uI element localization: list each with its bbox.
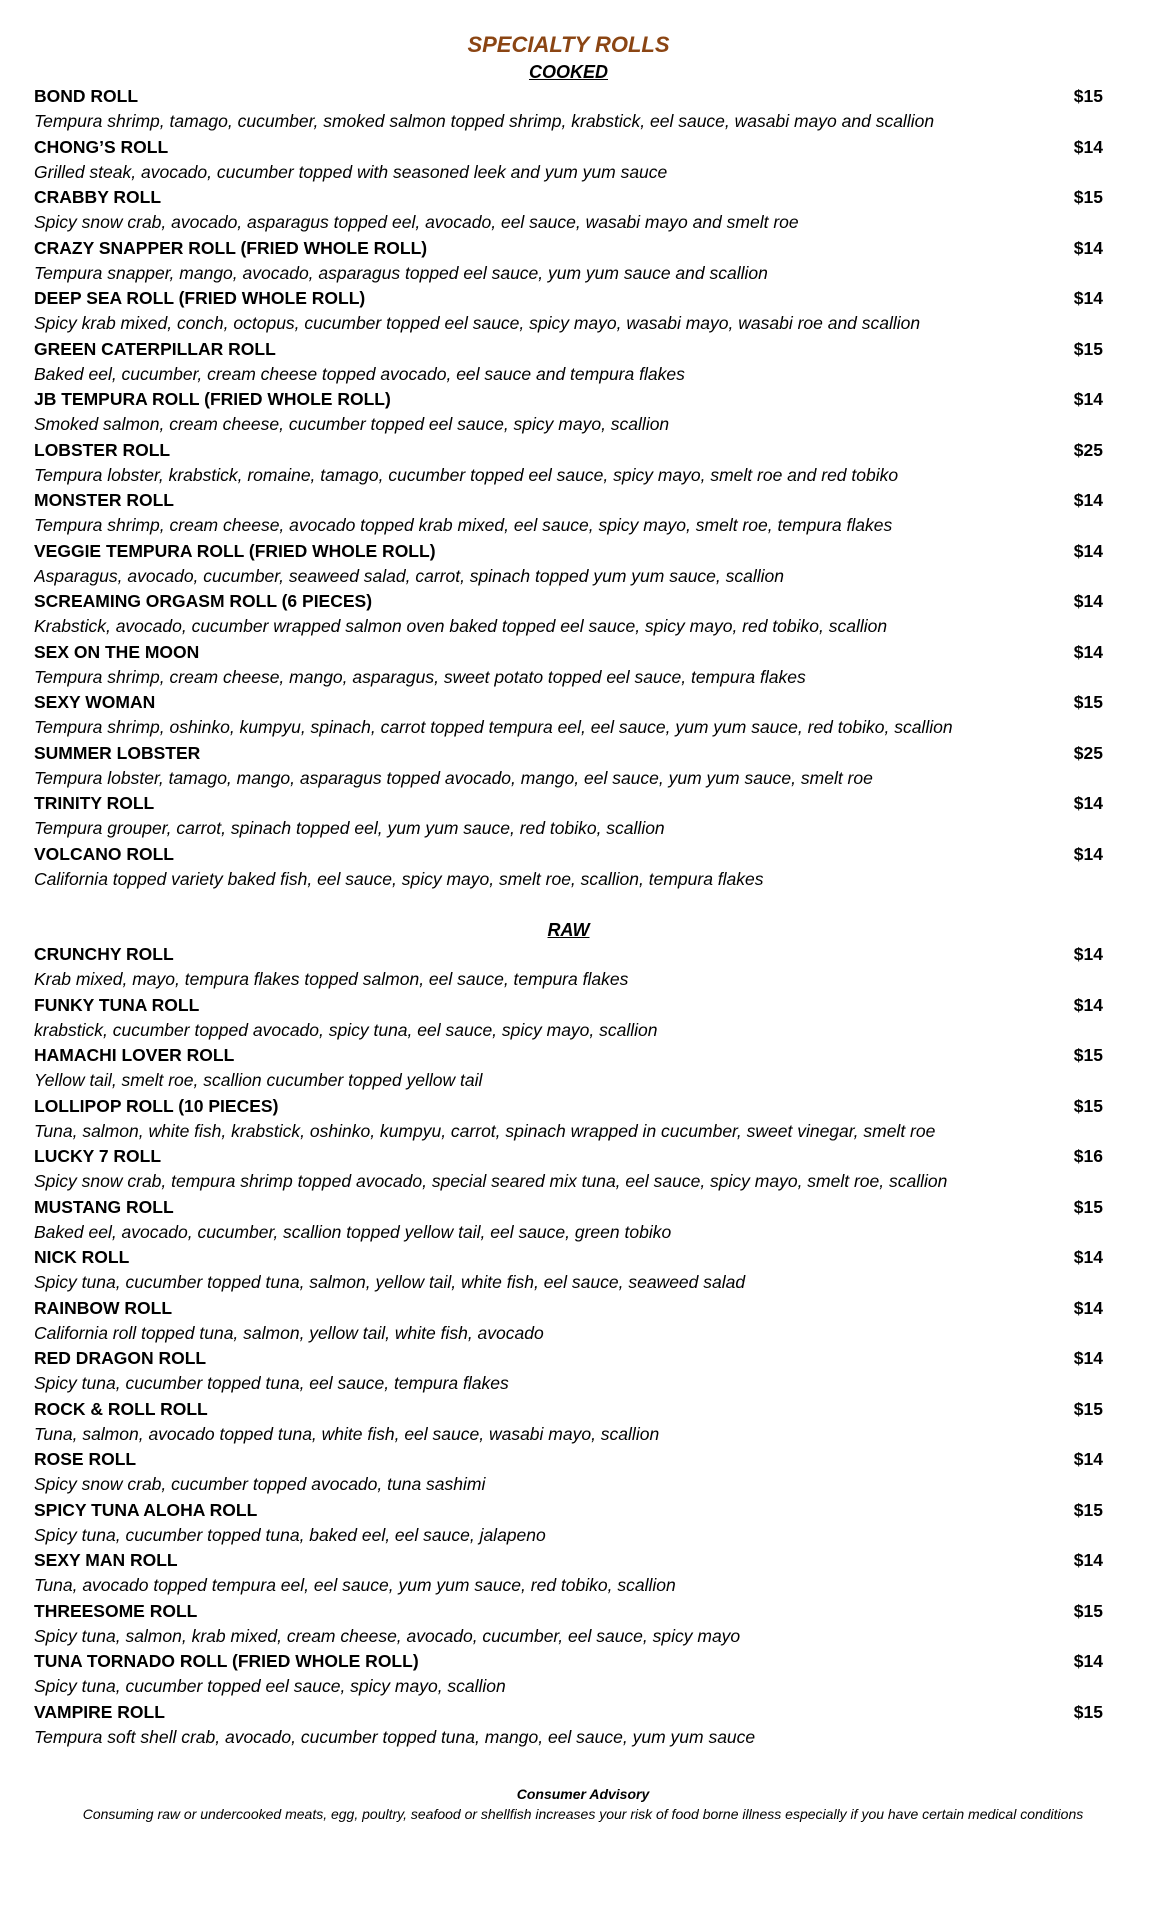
menu-item-price: $14: [1073, 1348, 1103, 1368]
menu-item-header: [34, 640, 1103, 665]
menu-item-header: [34, 1447, 1103, 1472]
menu-item-header: [34, 589, 1103, 614]
menu-item-name: CRUNCHY ROLL: [34, 944, 174, 964]
menu-item-description: Tempura soft shell crab, avocado, cucumber topped tuna, mango, eel sauce, yum yum sauce: [34, 1726, 756, 1747]
cooked-list: [34, 84, 1103, 892]
menu-item-header: [34, 236, 1103, 261]
menu-item-price: $15: [1073, 1398, 1103, 1419]
menu-item-name: VOLCANO ROLL: [34, 843, 174, 864]
menu-item: [34, 84, 1103, 135]
menu-item-price: $14: [1073, 641, 1103, 662]
menu-item-name: VAMPIRE ROLL: [34, 1701, 165, 1722]
menu-item-price: $15: [1073, 86, 1103, 106]
menu-item: [34, 387, 1103, 438]
menu-item-price: $15: [1073, 1196, 1103, 1217]
menu-item-name: MUSTANG ROLL: [34, 1196, 174, 1217]
menu-item: [34, 1447, 1103, 1498]
menu-item-name: SEXY MAN ROLL: [34, 1550, 178, 1570]
menu-item-description: Spicy snow crab, avocado, asparagus topped eel, avocado, eel sauce, wasabi mayo and smelt roe: [34, 212, 799, 232]
menu-item-name: FUNKY TUNA ROLL: [34, 994, 200, 1015]
menu-item-price: $16: [1073, 1146, 1103, 1166]
menu-item-description: Spicy tuna, cucumber topped tuna, salmon, yellow tail, white fish, eel sauce, seaweed salad: [34, 1272, 746, 1292]
menu-item: [34, 337, 1103, 388]
menu-item-price: $14: [1073, 994, 1103, 1015]
menu-item-name: LOBSTER ROLL: [34, 439, 171, 460]
menu-item: [34, 1397, 1103, 1448]
menu-item-name: SEXY WOMAN: [34, 692, 156, 712]
menu-item-header: [34, 942, 1103, 967]
menu-item-description: Tempura shrimp, cream cheese, mango, asparagus, sweet potato topped eel sauce, tempura flakes: [34, 666, 806, 687]
menu-item-price: $14: [1073, 1449, 1103, 1469]
page-title: SPECIALTY ROLLS: [467, 32, 670, 57]
menu-item-header: [34, 791, 1103, 816]
menu-item-header: [34, 842, 1103, 867]
menu-item-description: Tuna, avocado topped tempura eel, eel sauce, yum yum sauce, red tobiko, scallion: [34, 1575, 676, 1595]
menu-item-header: [34, 1296, 1103, 1321]
menu-item: [34, 1346, 1103, 1397]
menu-item-description: Baked eel, cucumber, cream cheese topped avocado, eel sauce and tempura flakes: [34, 363, 685, 384]
menu-item: [34, 185, 1103, 236]
menu-item-price: $15: [1073, 1499, 1103, 1520]
menu-item: [34, 1498, 1103, 1549]
menu-item-name: SEX ON THE MOON: [34, 641, 200, 662]
menu-item: [34, 1195, 1103, 1246]
menu-item-description: Smoked salmon, cream cheese, cucumber topped eel sauce, spicy mayo, scallion: [34, 414, 670, 434]
menu-item-name: CRABBY ROLL: [34, 187, 162, 207]
menu-item-description: Spicy tuna, cucumber topped eel sauce, spicy mayo, scallion: [34, 1676, 506, 1696]
advisory-title: Consumer Advisory: [516, 1786, 650, 1802]
menu-item-description: Spicy tuna, cucumber topped tuna, eel sauce, tempura flakes: [34, 1373, 509, 1393]
menu-item-price: $15: [1073, 1701, 1103, 1722]
menu-item-name: ROCK & ROLL ROLL: [34, 1398, 208, 1419]
menu-item: [34, 741, 1103, 792]
menu-item-header: [34, 1346, 1103, 1371]
advisory-text: Consuming raw or undercooked meats, egg, poultry, seafood or shellfish increases your risk of food borne illness especially if you have certain medical conditions: [82, 1806, 1084, 1822]
raw-list: [34, 942, 1103, 1750]
menu-item-header: [34, 1094, 1103, 1119]
menu-item: [34, 488, 1103, 539]
menu-item-name: GREEN CATERPILLAR ROLL: [34, 338, 276, 359]
menu-item-description: Tuna, salmon, white fish, krabstick, oshinko, kumpyu, carrot, spinach wrapped in cucumber, sweet vinegar, smelt roe: [34, 1120, 936, 1141]
menu-item-description: Tempura shrimp, cream cheese, avocado topped krab mixed, eel sauce, spicy mayo, smelt roe, tempura flakes: [34, 515, 893, 535]
menu-item-price: $14: [1073, 136, 1103, 157]
menu-item-description: Spicy krab mixed, conch, octopus, cucumber topped eel sauce, spicy mayo, wasabi mayo, wasabi roe and scallion: [34, 313, 921, 333]
menu-item-header: [34, 993, 1103, 1018]
menu-item-header: [34, 1144, 1103, 1169]
menu-item: [34, 236, 1103, 287]
menu-item-price: $15: [1073, 338, 1103, 359]
menu-item-description: Krab mixed, mayo, tempura flakes topped salmon, eel sauce, tempura flakes: [34, 969, 629, 989]
menu-item-header: [34, 438, 1103, 463]
menu-item-description: California roll topped tuna, salmon, yellow tail, white fish, avocado: [34, 1322, 544, 1343]
consumer-advisory: [0, 1784, 1166, 1824]
menu-item: [34, 1144, 1103, 1195]
menu-item: [34, 589, 1103, 640]
menu-item-header: [34, 1397, 1103, 1422]
menu-item-price: $14: [1073, 1550, 1103, 1570]
menu-item-name: TUNA TORNADO ROLL (FRIED WHOLE ROLL): [34, 1651, 419, 1671]
menu-item: [34, 135, 1103, 186]
menu-item-name: VEGGIE TEMPURA ROLL (FRIED WHOLE ROLL): [34, 540, 436, 561]
menu-item-header: [34, 1548, 1103, 1573]
menu-item-price: $14: [1073, 490, 1103, 510]
menu-item-header: [34, 1700, 1103, 1725]
menu-item-name: DEEP SEA ROLL (FRIED WHOLE ROLL): [34, 288, 366, 308]
menu-item-description: Spicy tuna, cucumber topped tuna, baked eel, eel sauce, jalapeno: [34, 1524, 546, 1545]
menu-item-price: $14: [1073, 1247, 1103, 1267]
menu-item-description: Krabstick, avocado, cucumber wrapped salmon oven baked topped eel sauce, spicy mayo, red tobiko, scallion: [34, 616, 888, 636]
menu-item-name: LOLLIPOP ROLL (10 PIECES): [34, 1095, 279, 1116]
menu-item-header: [34, 337, 1103, 362]
menu-item-header: [34, 135, 1103, 160]
menu-item-name: TRINITY ROLL: [34, 793, 155, 813]
menu-item: [34, 1700, 1103, 1751]
menu-item-name: RAINBOW ROLL: [34, 1297, 173, 1318]
menu-item-price: $14: [1073, 389, 1103, 409]
menu-item: [34, 1548, 1103, 1599]
menu-item: [34, 791, 1103, 842]
menu-item-price: $25: [1073, 742, 1103, 763]
menu-item-description: Tempura lobster, tamago, mango, asparagus topped avocado, mango, eel sauce, yum yum sauce, smelt roe: [34, 767, 873, 788]
menu-item-price: $14: [1073, 1297, 1103, 1318]
menu-item-header: [34, 690, 1103, 715]
menu-item-description: Spicy snow crab, tempura shrimp topped avocado, special seared mix tuna, eel sauce, spicy mayo, smelt roe, scallion: [34, 1171, 948, 1191]
menu: [34, 30, 1103, 1750]
menu-item: [34, 1094, 1103, 1145]
menu-item: [34, 1649, 1103, 1700]
menu-item: [34, 640, 1103, 691]
menu-item-description: Spicy tuna, salmon, krab mixed, cream cheese, avocado, cucumber, eel sauce, spicy mayo: [34, 1625, 741, 1646]
menu-item-name: ROSE ROLL: [34, 1449, 137, 1469]
menu-item-header: [34, 1043, 1103, 1068]
menu-item-price: $15: [1073, 692, 1103, 712]
menu-item-price: $14: [1073, 1651, 1103, 1671]
menu-item-name: CHONG’S ROLL: [34, 136, 169, 157]
menu-item-price: $14: [1073, 591, 1103, 611]
menu-item-price: $14: [1073, 944, 1103, 964]
menu-item-description: Asparagus, avocado, cucumber, seaweed salad, carrot, spinach topped yum yum sauce, scallion: [34, 565, 784, 586]
menu-item-name: CRAZY SNAPPER ROLL (FRIED WHOLE ROLL): [34, 237, 428, 258]
menu-item-description: Spicy snow crab, cucumber topped avocado, tuna sashimi: [34, 1474, 486, 1494]
menu-item-header: [34, 1649, 1103, 1674]
menu-item-name: LUCKY 7 ROLL: [34, 1146, 162, 1166]
menu-item: [34, 993, 1103, 1044]
menu-item-description: krabstick, cucumber topped avocado, spicy tuna, eel sauce, spicy mayo, scallion: [34, 1019, 658, 1040]
menu-item-header: [34, 1245, 1103, 1270]
menu-item: [34, 438, 1103, 489]
menu-item-description: Tempura shrimp, tamago, cucumber, smoked salmon topped shrimp, krabstick, eel sauce, wasabi mayo and scallion: [34, 111, 935, 131]
menu-item-price: $14: [1073, 843, 1103, 864]
menu-item-name: SPICY TUNA ALOHA ROLL: [34, 1499, 258, 1520]
menu-item-name: BOND ROLL: [34, 86, 139, 106]
menu-item-header: [34, 1195, 1103, 1220]
menu-item-price: $15: [1073, 1600, 1103, 1621]
menu-item-description: Yellow tail, smelt roe, scallion cucumber topped yellow tail: [34, 1070, 483, 1090]
menu-item-header: [34, 539, 1103, 564]
menu-item-header: [34, 1599, 1103, 1624]
menu-item-price: $25: [1073, 439, 1103, 460]
menu-item-price: $14: [1073, 793, 1103, 813]
menu-item-name: SCREAMING ORGASM ROLL (6 PIECES): [34, 591, 373, 611]
menu-item: [34, 942, 1103, 993]
menu-item-header: [34, 387, 1103, 412]
menu-item-name: HAMACHI LOVER ROLL: [34, 1045, 235, 1065]
menu-item: [34, 842, 1103, 893]
menu-item: [34, 690, 1103, 741]
menu-item-description: Tempura snapper, mango, avocado, asparagus topped eel sauce, yum yum sauce and scallion: [34, 262, 768, 283]
menu-item-description: Tempura shrimp, oshinko, kumpyu, spinach, carrot topped tempura eel, eel sauce, yum yum sauce, red tobiko, scallion: [34, 717, 953, 737]
menu-item-name: MONSTER ROLL: [34, 490, 174, 510]
menu-item: [34, 539, 1103, 590]
menu-item-header: [34, 1498, 1103, 1523]
menu-item-header: [34, 185, 1103, 210]
menu-item-name: JB TEMPURA ROLL (FRIED WHOLE ROLL): [34, 389, 391, 409]
menu-item-name: NICK ROLL: [34, 1247, 130, 1267]
menu-item: [34, 1599, 1103, 1650]
menu-item-price: $15: [1073, 1045, 1103, 1065]
menu-item-name: RED DRAGON ROLL: [34, 1348, 207, 1368]
menu-item-description: Tuna, salmon, avocado topped tuna, white fish, eel sauce, wasabi mayo, scallion: [34, 1423, 660, 1444]
menu-item: [34, 1043, 1103, 1094]
menu-item-price: $15: [1073, 187, 1103, 207]
menu-item-name: THREESOME ROLL: [34, 1600, 198, 1621]
menu-item: [34, 286, 1103, 337]
menu-item-name: SUMMER LOBSTER: [34, 742, 201, 763]
menu-item-header: [34, 286, 1103, 311]
menu-item: [34, 1245, 1103, 1296]
menu-item-price: $15: [1073, 1095, 1103, 1116]
menu-item-description: Grilled steak, avocado, cucumber topped with seasoned leek and yum yum sauce: [34, 161, 668, 182]
menu-item-description: Tempura grouper, carrot, spinach topped eel, yum yum sauce, red tobiko, scallion: [34, 818, 665, 838]
section-title-cooked: COOKED: [528, 62, 608, 82]
menu-item-price: $14: [1073, 237, 1103, 258]
menu-item-description: Baked eel, avocado, cucumber, scallion topped yellow tail, eel sauce, green tobiko: [34, 1221, 672, 1242]
menu-item-price: $14: [1073, 540, 1103, 561]
menu-item-header: [34, 741, 1103, 766]
section-title-raw: RAW: [547, 920, 590, 940]
menu-item: [34, 1296, 1103, 1347]
menu-item-description: Tempura lobster, krabstick, romaine, tamago, cucumber topped eel sauce, spicy mayo, smelt roe and red tobiko: [34, 464, 899, 485]
menu-item-description: California topped variety baked fish, eel sauce, spicy mayo, smelt roe, scallion, tempura flakes: [34, 868, 764, 889]
menu-item-header: [34, 488, 1103, 513]
menu-item-price: $14: [1073, 288, 1103, 308]
menu-item-header: [34, 84, 1103, 109]
